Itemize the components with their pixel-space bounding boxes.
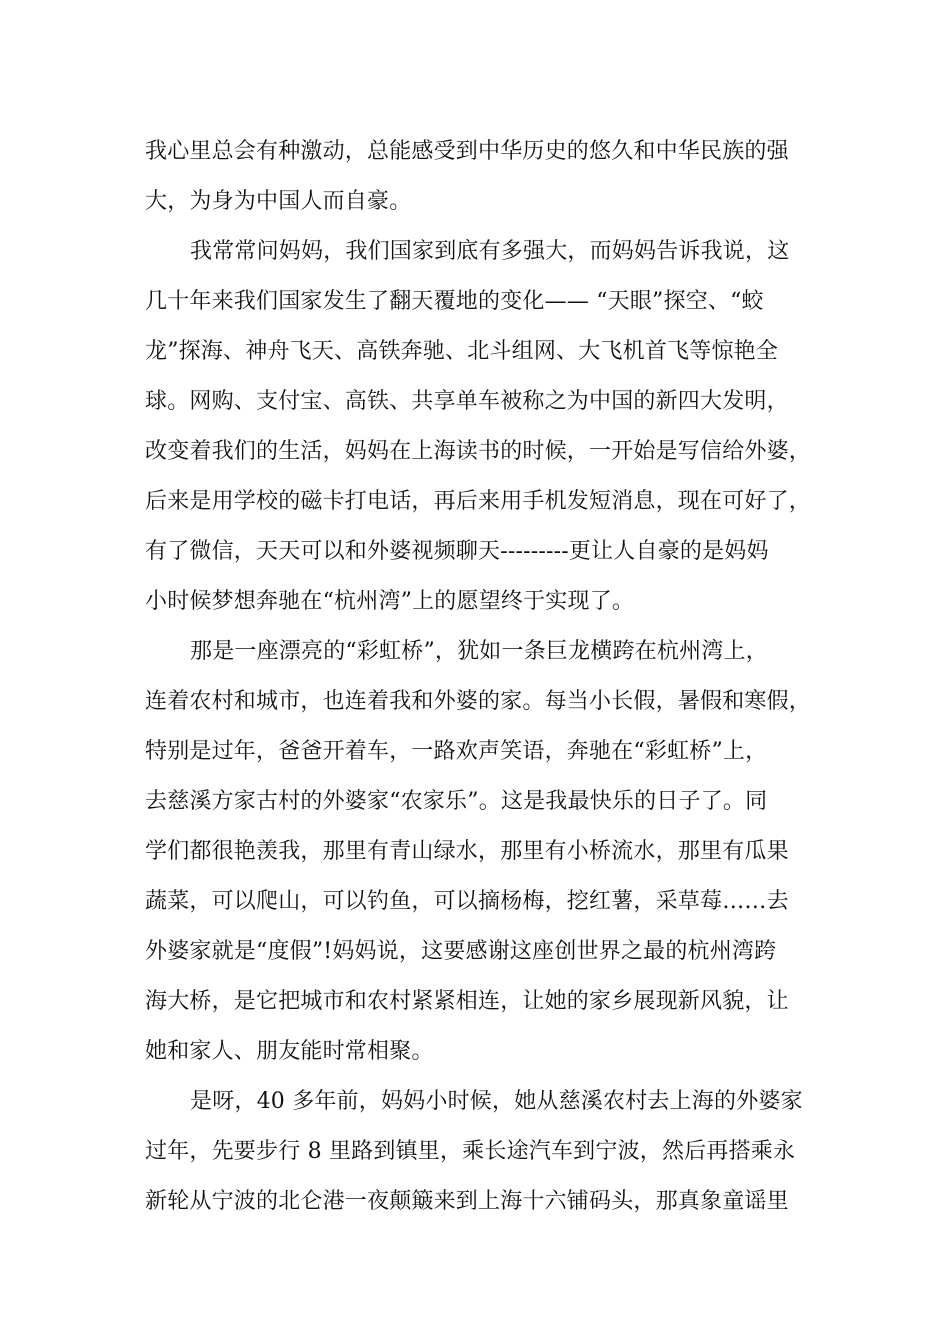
text-line-12: 连着农村和城市，也连着我和外婆的家。每当小长假，暑假和寒假， xyxy=(145,689,812,714)
text-line-1: 我心里总会有种激动，总能感受到中华历史的悠久和中华民族的强 xyxy=(145,139,789,164)
text-line-9: 有了微信，天天可以和外婆视频聊天---------更让人自豪的是妈妈 xyxy=(145,539,769,564)
text-line-7: 改变着我们的生活，妈妈在上海读书的时候，一开始是写信给外婆， xyxy=(145,439,812,464)
text-line-2: 大，为身为中国人而自豪。 xyxy=(145,189,412,214)
text-line-8: 后来是用学校的磁卡打电话，再后来用手机发短消息，现在可好了， xyxy=(145,489,812,514)
text-line-4: 几十年来我们国家发生了翻天覆地的变化—— “天眼”探空、“蛟 xyxy=(145,289,764,314)
text-line-18: 海大桥，是它把城市和农村紧紧相连，让她的家乡展现新风貌，让 xyxy=(145,989,789,1014)
text-line-17: 外婆家就是“度假”!妈妈说，这要感谢这座创世界之最的杭州湾跨 xyxy=(145,939,777,964)
text-line-13: 特别是过年，爸爸开着车，一路欢声笑语，奔驰在“彩虹桥”上， xyxy=(145,739,768,764)
text-line-10: 小时候梦想奔驰在“杭州湾”上的愿望终于实现了。 xyxy=(145,589,635,614)
text-line-3: 我常常问妈妈，我们国家到底有多强大，而妈妈告诉我说，这 xyxy=(190,239,790,264)
text-line-19: 她和家人、朋友能时常相聚。 xyxy=(145,1039,434,1064)
text-line-20: 是呀，40 多年前，妈妈小时候，她从慈溪农村去上海的外婆家 xyxy=(190,1089,803,1114)
text-line-6: 球。网购、支付宝、高铁、共享单车被称之为中国的新四大发明， xyxy=(145,389,789,414)
text-line-22: 新轮从宁波的北仑港一夜颠簸来到上海十六铺码头，那真象童谣里 xyxy=(145,1189,789,1214)
text-line-11: 那是一座漂亮的“彩虹桥”，犹如一条巨龙横跨在杭州湾上， xyxy=(190,639,768,664)
text-line-21: 过年，先要步行 8 里路到镇里，乘长途汽车到宁波，然后再搭乘永 xyxy=(145,1139,796,1164)
text-line-16: 蔬菜，可以爬山，可以钓鱼，可以摘杨梅，挖红薯，采草莓……去 xyxy=(145,889,789,914)
text-line-14: 去慈溪方家古村的外婆家“农家乐”。这是我最快乐的日子了。同 xyxy=(145,789,768,814)
text-line-15: 学们都很艳羡我，那里有青山绿水，那里有小桥流水，那里有瓜果 xyxy=(145,839,789,864)
text-line-5: 龙”探海、神舟飞天、高铁奔驰、北斗组网、大飞机首飞等惊艳全 xyxy=(145,339,779,364)
